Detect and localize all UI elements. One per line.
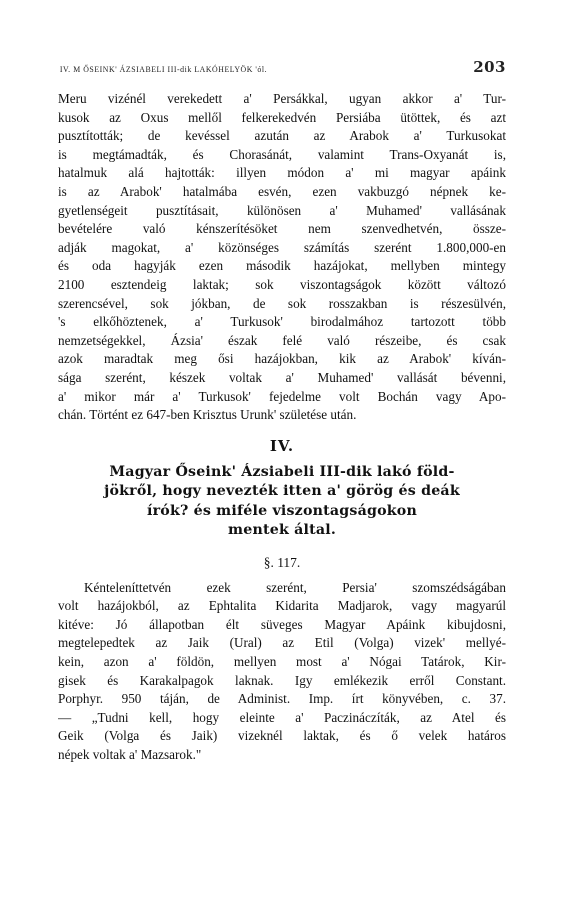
section-number: §. 117. xyxy=(263,554,301,570)
text-line: pusztították; de kevéssel azután az Arabok a' Turkusokat xyxy=(58,128,506,144)
chapter-title-line: Magyar Őseink' Ázsiabeli III-dik lakó föld- xyxy=(109,463,455,480)
text-line: gyetlenségeit pusztításait, különösen a' Muhamed' vallásának xyxy=(58,202,506,218)
running-title: IV. M ŐSEINK' ÁZSIABELI III-dik LAKÓHELYÖK 'ól. xyxy=(59,64,268,74)
text-line: kein, azon a' földön, mellyen most a' Nógai Tatárok, Kir- xyxy=(58,654,506,670)
text-line: 2100 esztendeig laktak; sok viszontagságok között változó xyxy=(58,276,506,292)
text-line: is megtámadták, és Chorasánát, valamint Trans-Oxyanát is, xyxy=(58,146,506,162)
paragraph-2 xyxy=(58,579,506,765)
book-page xyxy=(58,58,506,765)
text-line: a' mikor már a' Turkusok' fejedelme volt Bochán vagy Apo- xyxy=(58,388,506,404)
text-line: chán. Történt ez 647-ben Krisztus Urunk' születése után. xyxy=(58,407,357,423)
page-number: 203 xyxy=(473,58,506,76)
text-line: kusok az Oxus mellől felkerekedvén Persiába ütöttek, és azt xyxy=(58,109,506,125)
chapter-title xyxy=(58,463,506,541)
text-line: hatalmuk alá hajtották: illyen módon a' mi magyar apáink xyxy=(58,165,506,181)
chapter-title-line: írók? és miféle viszontagságokon xyxy=(147,502,417,519)
chapter-number: IV. xyxy=(269,436,295,455)
text-line: népek voltak a' Mazsarok." xyxy=(58,747,202,763)
text-line: azok maradtak meg ősi hazájokban, kik az Arabok' kíván- xyxy=(58,351,506,367)
text-line: Meru vizénél verekedett a' Persákkal, ugyan akkor a' Tur- xyxy=(58,91,506,106)
text-line: kitéve: Jó állapotban élt süveges Magyar Apáink kibujdosni, xyxy=(58,616,506,632)
paragraph-1 xyxy=(58,90,506,425)
text-line: gisek és Karakalpagok laknak. Igy emlékezik erről Constant. xyxy=(58,672,506,688)
text-line: Geik (Volga és Jaik) vizeknél laktak, és ő velek határos xyxy=(58,728,506,744)
text-line: és oda hagyják ezen második hazájokat, mellyben mintegy xyxy=(58,258,506,274)
chapter-title-line: mentek által. xyxy=(228,522,336,539)
text-line: bevételére való kénszerítésöket nem szenvedhetvén, össze- xyxy=(58,221,506,237)
text-line: sága szerént, készek voltak a' Muhamed' vallását bévenni, xyxy=(58,369,506,385)
chapter-title-line: jökről, hogy nevezték itten a' görög és deák xyxy=(104,483,460,500)
text-line: Porphyr. 950 táján, de Administ. Imp. írt könyvében, c. 37. xyxy=(58,691,506,707)
text-line: — „Tudni kell, hogy eleinte a' Paczináczíták, az Atel és xyxy=(58,709,506,725)
text-line: megtelepedtek az Jaik (Ural) az Etil (Volga) vizek' mellyé- xyxy=(58,635,506,651)
text-line: szerencsével, sok jókban, de sok rosszakban is részesülvén, xyxy=(58,295,506,311)
text-line: adják magokat, a' közönséges számítás szerént 1.800,000-en xyxy=(58,239,506,255)
text-line: Kénteleníttetvén ezek szerént, Persia' szomszédságában xyxy=(84,579,506,595)
running-head xyxy=(58,58,506,84)
text-line: volt hazájokból, az Ephtalita Kidarita Madjarok, vagy magyarúl xyxy=(58,598,506,614)
text-line: 's elkőhöztenek, a' Turkusok' birodalmához tartozott több xyxy=(58,314,506,330)
text-line: is az Arabok' hatalmába esvén, ezen vakbuzgó népnek ke- xyxy=(58,183,506,199)
text-line: nemzetségekkel, Ázsia' észak felé való részeibe, és csak xyxy=(58,332,506,348)
